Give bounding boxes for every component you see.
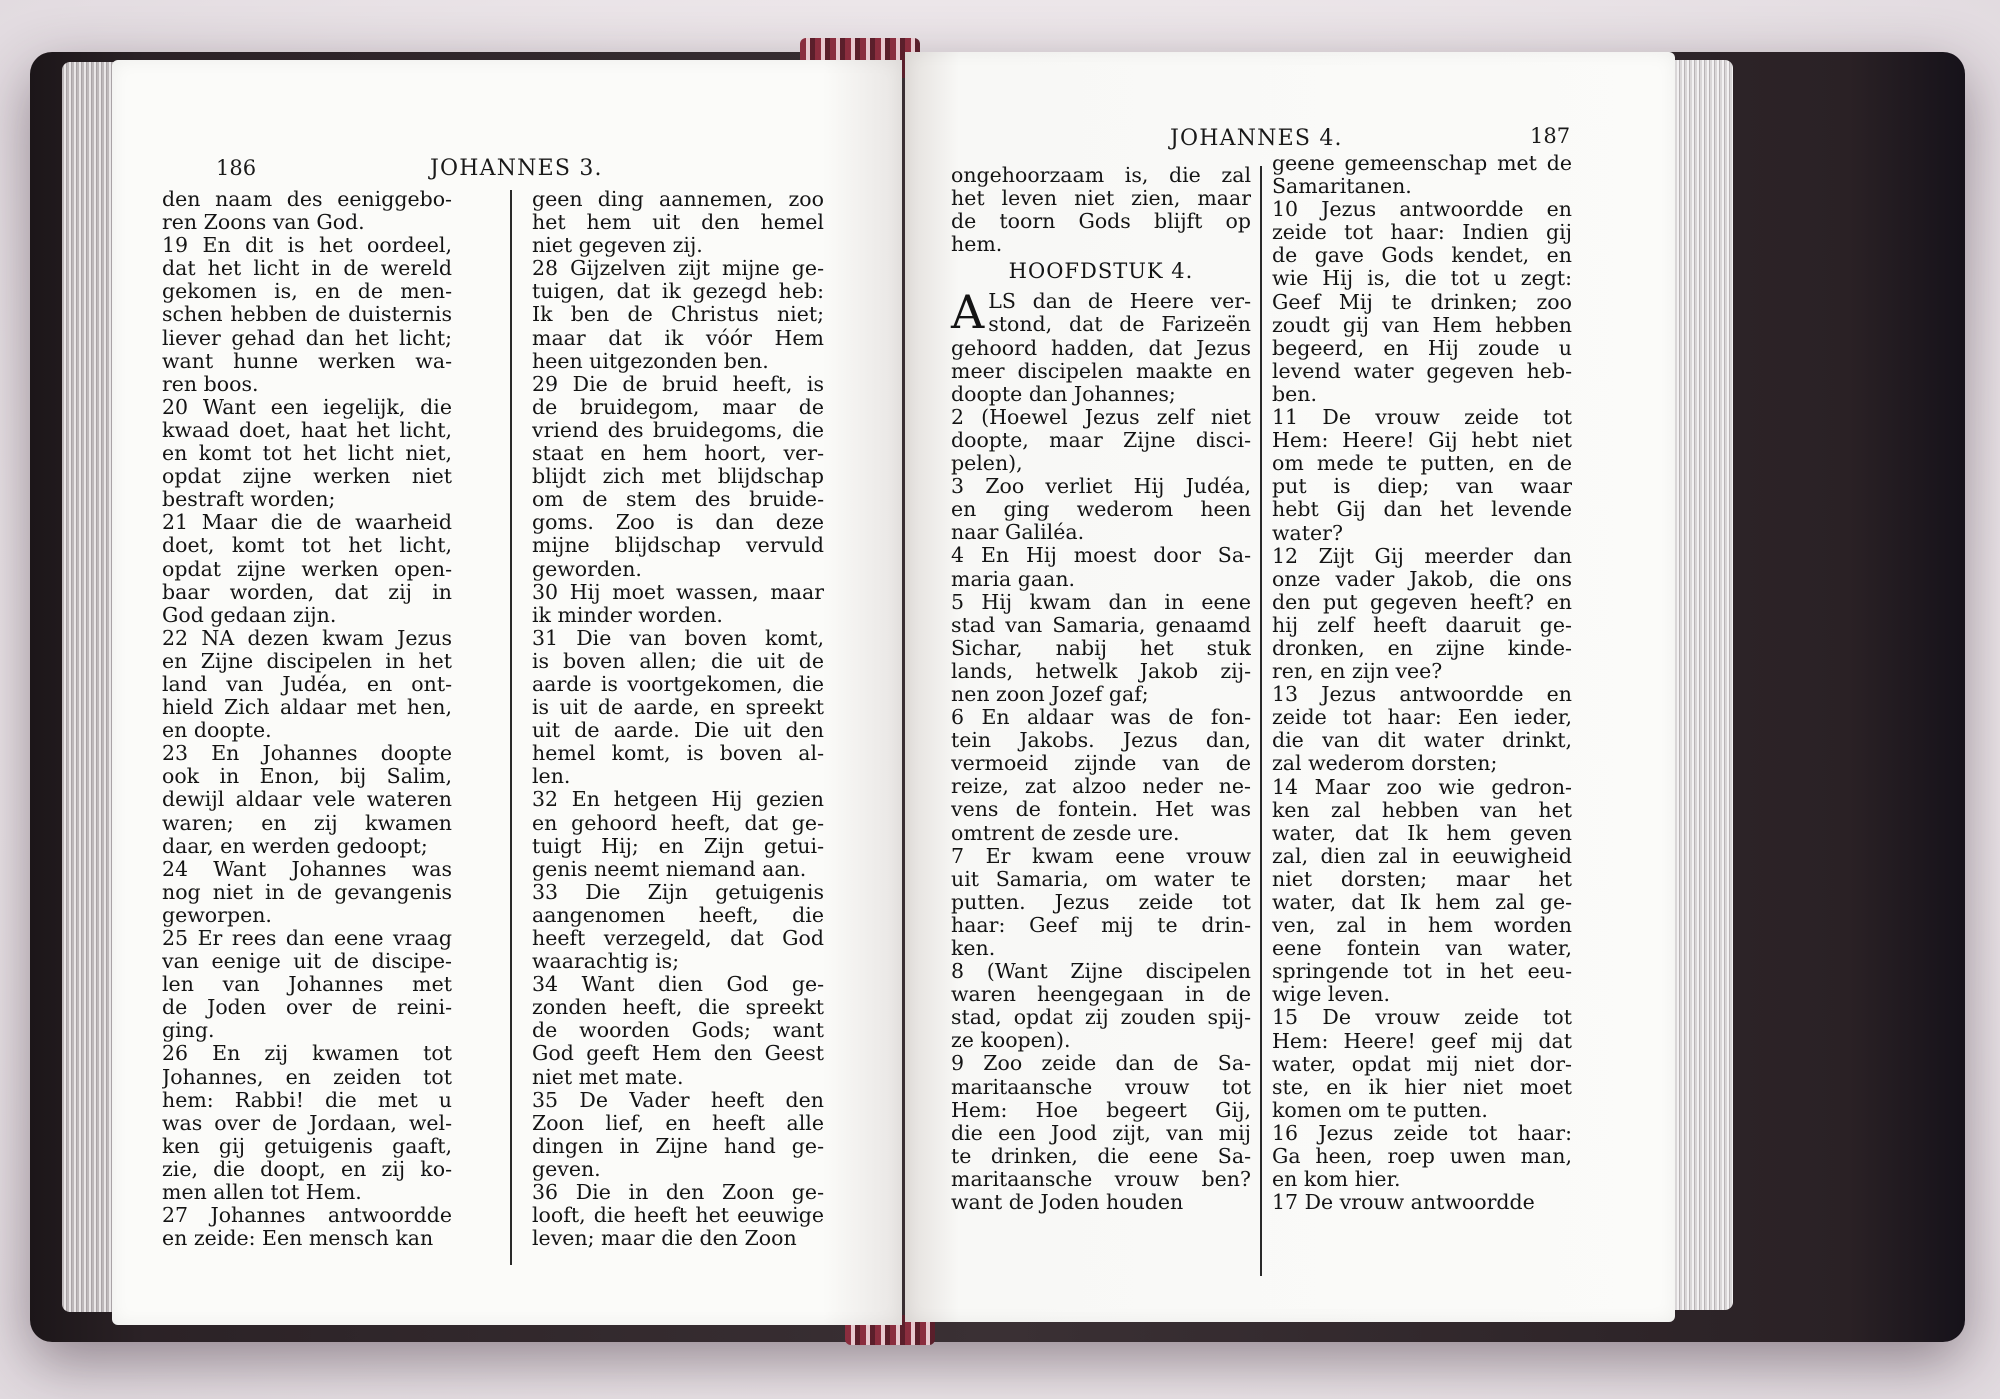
- text-line: bestraft worden;: [162, 488, 336, 512]
- text-line: haar: Geef mij te drin-: [951, 913, 1251, 937]
- text-line: water, opdat mij niet dor-: [1272, 1052, 1572, 1076]
- text-line: heen uitgezonden ben.: [532, 349, 769, 373]
- text-line: len.: [532, 765, 571, 789]
- text-line: hemel komt, is boven al-: [532, 742, 824, 766]
- text-line: en ging wederom heen: [951, 498, 1251, 522]
- text-line: geworpen.: [162, 903, 272, 927]
- text-line: waarachtig is;: [532, 950, 680, 974]
- text-line: maritaansche vrouw ben?: [951, 1167, 1251, 1191]
- text-line: 15 De vrouw zeide tot: [1272, 1006, 1572, 1030]
- text-line: de woorden Gods; want: [532, 1019, 824, 1043]
- left-running-head: JOHANNES 3.: [430, 156, 603, 181]
- text-line: baar worden, dat zij in: [162, 580, 452, 604]
- text-line: de toorn Gods blijft op: [951, 210, 1251, 234]
- text-line: geen ding aannemen, zoo: [532, 188, 824, 211]
- text-line: omtrent de zesde ure.: [951, 821, 1180, 845]
- text-line: 16 Jezus zeide tot haar:: [1272, 1121, 1572, 1145]
- text-line: eene fontein van water,: [1272, 937, 1572, 961]
- text-line: put is diep; van waar: [1272, 475, 1572, 499]
- text-line: ren boos.: [162, 372, 259, 396]
- text-line: 33 Die Zijn getuigenis: [532, 880, 824, 904]
- left-page-number: 186: [216, 156, 257, 180]
- text-line: was over de Jordaan, wel-: [162, 1111, 452, 1135]
- text-line: hebt Gij dan het levende: [1272, 498, 1572, 522]
- text-line: 29 Die de bruid heeft, is: [532, 372, 824, 396]
- text-line: om de stem des bruide-: [532, 488, 824, 512]
- text-line: Hem: Heere! Gij hebt niet: [1272, 429, 1572, 453]
- left-column-2: [532, 188, 824, 1250]
- text-line: leven; maar die den Zoon: [532, 1227, 797, 1251]
- text-line: 36 Die in den Zoon ge-: [532, 1181, 824, 1205]
- text-line: vermoeid zijnde van de: [951, 752, 1251, 776]
- text-line: maar dat ik vóór Hem: [532, 326, 824, 350]
- text-line: Ga heen, roep uwen man,: [1272, 1145, 1572, 1169]
- text-line: Geef Mij te drinken; zoo: [1272, 290, 1572, 314]
- text-line: 4 En Hij moest door Sa-: [951, 544, 1251, 568]
- text-line: LS dan de Heere ver-: [988, 290, 1251, 314]
- text-line: ik minder worden.: [532, 603, 723, 627]
- text-line: stad, opdat zij zouden spij-: [951, 1006, 1251, 1030]
- text-line: naar Galiléa.: [951, 521, 1085, 545]
- text-line: dingen in Zijne hand ge-: [532, 1134, 824, 1158]
- text-line: God gedaan zijn.: [162, 603, 337, 627]
- text-line: water, dat Ik hem geven: [1272, 821, 1572, 845]
- text-line: ging.: [162, 1019, 215, 1043]
- text-line: die een Jood zijt, van mij: [951, 1121, 1251, 1145]
- text-line: pelen),: [951, 452, 1023, 476]
- text-line: water?: [1272, 521, 1343, 545]
- text-line: 12 Zijt Gij meerder dan: [1272, 544, 1572, 568]
- text-line: water, dat Ik hem zal ge-: [1272, 891, 1572, 914]
- text-line: gekomen is, en de men-: [162, 280, 452, 304]
- text-line: om mede te putten, en de: [1272, 452, 1572, 476]
- text-line: zoudt gij van Hem hebben: [1272, 313, 1572, 337]
- text-line: land van Judéa, en ont-: [162, 672, 452, 696]
- text-line: want de Joden houden: [951, 1191, 1184, 1215]
- text-line: mijne blijdschap vervuld: [532, 534, 824, 558]
- text-line: en zeide: Een mensch kan: [162, 1227, 434, 1251]
- text-line: genis neemt niemand aan.: [532, 857, 807, 881]
- text-line: nog niet in de gevangenis: [162, 880, 452, 904]
- text-line: 26 En zij kwamen tot: [162, 1042, 452, 1066]
- text-line: staat en hem hoort, ver-: [532, 442, 824, 466]
- text-line: opdat zijne werken niet: [162, 465, 452, 489]
- text-line: 7 Er kwam eene vrouw: [951, 844, 1251, 868]
- text-line: geworden.: [532, 557, 642, 581]
- text-line: ken.: [951, 937, 996, 960]
- chapter-heading: HOOFDSTUK 4.: [1008, 259, 1194, 284]
- text-line: ook in Enon, bij Salim,: [162, 765, 452, 789]
- text-line: zal wederom dorsten;: [1272, 752, 1498, 776]
- text-line: ben.: [1272, 382, 1317, 406]
- text-line: 21 Maar die de waarheid: [162, 511, 452, 535]
- text-line: en gehoord heeft, dat ge-: [532, 811, 824, 835]
- text-line: wige leven.: [1272, 983, 1390, 1007]
- text-line: nen zoon Jozef gaf;: [951, 682, 1149, 706]
- text-line: dat het licht in de wereld: [162, 257, 452, 281]
- text-line: 19 En dit is het oordeel,: [162, 234, 452, 258]
- text-line: den naam des eeniggebo-: [162, 188, 452, 211]
- text-line: ste, en ik hier niet moet: [1272, 1075, 1572, 1099]
- text-line: ken zal hebben van het: [1272, 798, 1572, 822]
- drop-cap: A: [951, 285, 985, 340]
- text-line: wie Hij is, die tot u zegt:: [1272, 267, 1572, 291]
- text-line: Hem: Hoe begeert Gij,: [951, 1098, 1251, 1122]
- text-line: tein Jakobs. Jezus dan,: [951, 729, 1251, 753]
- text-line: ven, zal in hem worden: [1272, 914, 1572, 938]
- text-line: kwaad doet, haat het licht,: [162, 418, 452, 442]
- text-line: uit de aarde. Die uit den: [532, 719, 824, 743]
- right-page: [905, 52, 1675, 1322]
- text-line: Johannes, en zeiden tot: [162, 1065, 452, 1089]
- text-line: komen om te putten.: [1272, 1098, 1488, 1122]
- text-line: goms. Zoo is dan deze: [532, 511, 824, 535]
- text-line: gehoord hadden, dat Jezus: [951, 336, 1251, 360]
- text-line: looft, die heeft het eeuwige: [532, 1204, 824, 1228]
- page-edges-left: [62, 62, 117, 1312]
- text-line: men allen tot Hem.: [162, 1181, 362, 1205]
- text-line: 32 En hetgeen Hij gezien: [532, 788, 824, 812]
- text-line: 22 NA dezen kwam Jezus: [162, 626, 452, 650]
- text-line: 9 Zoo zeide dan de Sa-: [951, 1052, 1251, 1076]
- text-line: doopte, maar Zijne disci-: [951, 428, 1251, 452]
- text-line: 2 (Hoewel Jezus zelf niet: [951, 405, 1251, 429]
- text-line: uit Samaria, om water te: [951, 867, 1251, 891]
- text-line: maritaansche vrouw tot: [951, 1075, 1251, 1099]
- right-column-1: [951, 164, 1251, 1214]
- text-line: Hem: Heere! geef mij dat: [1272, 1029, 1572, 1053]
- text-line: 8 (Want Zijne discipelen: [951, 960, 1251, 984]
- text-line: daar, en werden gedoopt;: [162, 834, 428, 858]
- text-line: 5 Hij kwam dan in eene: [951, 590, 1251, 614]
- text-line: het hem uit den hemel: [532, 211, 824, 235]
- text-line: niet gegeven zij.: [532, 234, 703, 258]
- text-line: tuigt Hij; en Zijn getui-: [532, 834, 824, 858]
- text-line: zie, die doopt, en zij ko-: [162, 1157, 452, 1181]
- text-line: ongehoorzaam is, die zal: [951, 164, 1251, 187]
- text-line: hem: Rabbi! die met u: [162, 1088, 452, 1112]
- text-line: hem.: [951, 233, 1003, 257]
- column-rule-left: [510, 190, 512, 1265]
- text-line: Samaritanen.: [1272, 175, 1412, 199]
- text-line: schen hebben de duisternis: [162, 303, 452, 327]
- text-line: het leven niet zien, maar: [951, 187, 1251, 211]
- text-line: 35 De Vader heeft den: [532, 1088, 824, 1112]
- text-line: 23 En Johannes doopte: [162, 742, 452, 766]
- text-line: liever gehad dan het licht;: [162, 326, 452, 350]
- text-line: 25 Er rees dan eene vraag: [162, 927, 452, 950]
- text-line: van eenige uit de discipe-: [162, 950, 452, 974]
- text-line: die van dit water drinkt,: [1272, 729, 1572, 753]
- text-line: doopte dan Johannes;: [951, 382, 1176, 406]
- text-line: stad van Samaria, genaamd: [951, 613, 1251, 637]
- text-line: 13 Jezus antwoordde en: [1272, 683, 1572, 707]
- text-line: 6 En aldaar was de fon-: [951, 706, 1251, 730]
- text-line: de Joden over de reini-: [162, 996, 452, 1020]
- text-line: ken gij getuigenis gaaft,: [162, 1134, 452, 1158]
- text-line: zeide tot haar: Een ieder,: [1272, 706, 1572, 730]
- text-line: te drinken, die eene Sa-: [951, 1144, 1251, 1168]
- text-line: ren, en zijn vee?: [1272, 660, 1443, 684]
- text-line: 3 Zoo verliet Hij Judéa,: [951, 475, 1251, 499]
- text-line: stond, dat de Farizeën: [988, 313, 1251, 337]
- text-line: zeide tot haar: Indien gij: [1272, 221, 1572, 245]
- text-line: 20 Want een iegelijk, die: [162, 395, 452, 419]
- text-line: Ik ben de Christus niet;: [532, 303, 824, 327]
- text-line: begeerd, en Hij zoude u: [1272, 336, 1572, 360]
- text-line: zal, dien zal in eeuwigheid: [1272, 844, 1572, 868]
- text-line: de bruidegom, maar de: [532, 395, 824, 419]
- left-page: [112, 60, 902, 1325]
- text-line: aangenomen heeft, die: [532, 903, 824, 927]
- right-running-head: JOHANNES 4.: [1170, 126, 1343, 151]
- text-line: en kom hier.: [1272, 1168, 1401, 1192]
- text-line: en komt tot het licht niet,: [162, 442, 452, 466]
- text-line: waren heengegaan in de: [951, 983, 1251, 1007]
- text-line: onze vader Jakob, die ons: [1272, 567, 1572, 591]
- text-line: maria gaan.: [951, 567, 1076, 591]
- text-line: 34 Want dien God ge-: [532, 973, 824, 997]
- text-line: lands, hetwelk Jakob zij-: [951, 659, 1251, 683]
- text-line: 30 Hij moet wassen, maar: [532, 580, 824, 604]
- chapter-body: [951, 285, 1251, 1215]
- text-line: dewijl aldaar vele wateren: [162, 788, 452, 812]
- text-line: 10 Jezus antwoordde en: [1272, 198, 1572, 222]
- text-line: God geeft Hem den Geest: [532, 1042, 824, 1066]
- text-line: Sichar, nabij het stuk: [951, 636, 1251, 660]
- text-line: en doopte.: [162, 719, 272, 743]
- text-line: vriend des bruidegoms, die: [532, 418, 824, 442]
- right-page-number: 187: [1530, 124, 1571, 148]
- text-line: meer discipelen maakte en: [951, 359, 1251, 383]
- text-line: 11 De vrouw zeide tot: [1272, 406, 1572, 430]
- text-line: blijdt zich met blijdschap: [532, 465, 824, 489]
- right-column-2: [1272, 152, 1572, 1214]
- text-line: vens de fontein. Het was: [951, 798, 1251, 822]
- text-line: dronken, en zijne kinde-: [1272, 636, 1572, 660]
- text-line: reize, zat alzoo neder ne-: [951, 775, 1251, 799]
- text-line: levend water gegeven heb-: [1272, 359, 1572, 383]
- text-line: aarde is voortgekomen, die: [532, 672, 824, 696]
- text-line: is uit de aarde, en spreekt: [532, 696, 824, 720]
- text-line: len van Johannes met: [162, 973, 452, 997]
- text-line: niet dorsten; maar het: [1272, 867, 1572, 891]
- text-line: ze koopen).: [951, 1029, 1071, 1053]
- text-line: de gave Gods kendet, en: [1272, 244, 1572, 268]
- text-line: 31 Die van boven komt,: [532, 626, 824, 650]
- text-line: putten. Jezus zeide tot: [951, 890, 1251, 914]
- text-line: waren; en zij kwamen: [162, 811, 452, 835]
- text-line: tuigen, dat ik gezegd heb:: [532, 280, 824, 304]
- text-line: springende tot in het eeu-: [1272, 960, 1572, 984]
- text-line: 27 Johannes antwoordde: [162, 1204, 452, 1228]
- text-line: hield Zich aldaar met hen,: [162, 696, 452, 720]
- text-line: zonden heeft, die spreekt: [532, 996, 824, 1020]
- text-line: den put gegeven heeft? en: [1272, 590, 1572, 614]
- text-line: en Zijne discipelen in het: [162, 649, 452, 673]
- text-line: is boven allen; die uit de: [532, 649, 824, 673]
- column-rule-right: [1260, 166, 1262, 1276]
- left-column-1: [162, 188, 452, 1250]
- text-line: hij zelf heeft daaruit ge-: [1272, 613, 1572, 637]
- text-line: opdat zijne werken open-: [162, 557, 452, 581]
- text-line: geven.: [532, 1157, 601, 1181]
- text-line: 28 Gijzelven zijt mijne ge-: [532, 257, 824, 281]
- text-line: ren Zoons van God.: [162, 211, 365, 235]
- text-line: Zoon lief, en heeft alle: [532, 1111, 824, 1135]
- text-line: 24 Want Johannes was: [162, 857, 452, 881]
- text-line: doet, komt tot het licht,: [162, 534, 452, 558]
- text-line: want hunne werken wa-: [162, 349, 452, 373]
- text-line: 17 De vrouw antwoordde: [1272, 1191, 1535, 1215]
- text-line: niet met mate.: [532, 1065, 684, 1089]
- text-line: 14 Maar zoo wie gedron-: [1272, 775, 1572, 799]
- text-line: heeft verzegeld, dat God: [532, 927, 824, 950]
- text-line: geene gemeenschap met de: [1272, 152, 1572, 175]
